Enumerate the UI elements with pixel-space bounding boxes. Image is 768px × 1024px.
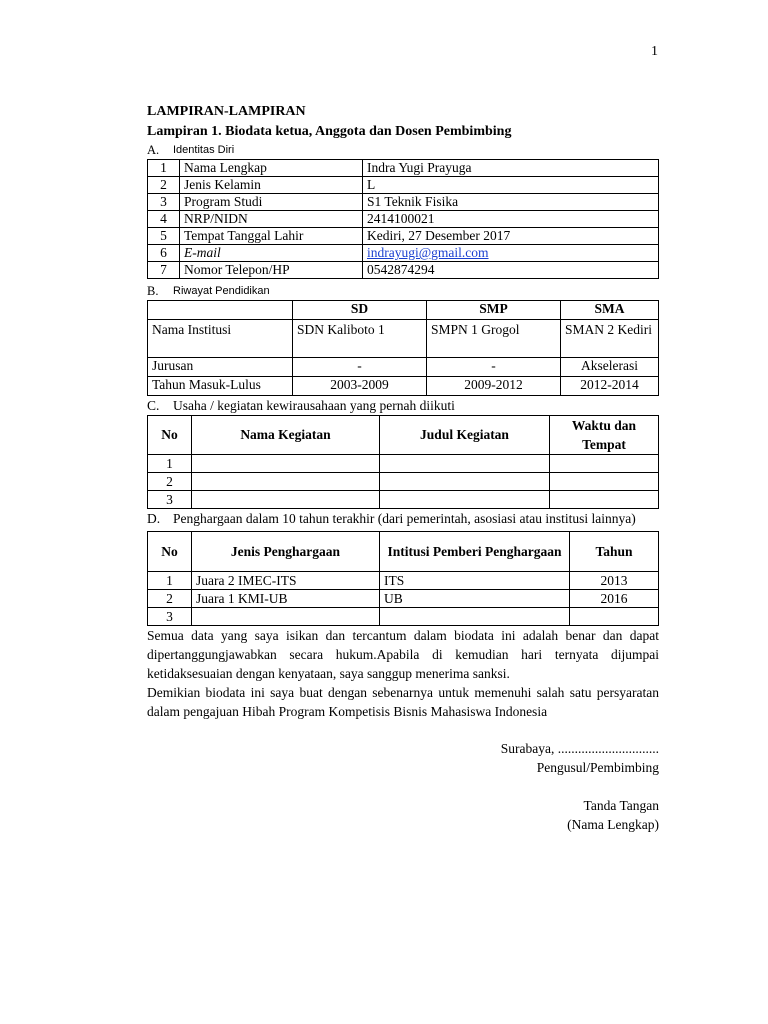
awards-cell-tahun: 2016 [570, 590, 659, 608]
identity-cell-label: Jenis Kelamin [180, 177, 363, 194]
identity-cell-value: L [363, 177, 659, 194]
identity-table [147, 159, 659, 279]
section-c-letter: C. [147, 398, 160, 413]
section-c-label: Usaha / kegiatan kewirausahaan yang pernah diikuti [173, 398, 455, 413]
education-cell-label: Jurusan [148, 358, 293, 377]
identity-cell-no: 1 [148, 160, 180, 177]
table-row [148, 572, 659, 590]
awards-cell-no: 3 [148, 608, 192, 626]
identity-cell-no: 3 [148, 194, 180, 211]
entrepreneurship-table [147, 415, 659, 509]
table-row [148, 160, 659, 177]
section-d-label: Penghargaan dalam 10 tahun terakhir (dari pemerintah, asosiasi atau institusi lainnya) [173, 511, 636, 526]
section-b-title [147, 283, 659, 300]
entrepreneurship-cell-nama [192, 491, 380, 509]
entrepreneurship-cell-judul [380, 491, 550, 509]
awards-header-tahun: Tahun [570, 532, 659, 572]
education-cell-label: Tahun Masuk-Lulus [148, 377, 293, 396]
awards-header-jenis: Jenis Penghargaan [192, 532, 380, 572]
identity-cell-label: Nomor Telepon/HP [180, 262, 363, 279]
identity-cell-value: Kediri, 27 Desember 2017 [363, 228, 659, 245]
signature-place-date: Surabaya, .............................. [500, 741, 659, 756]
education-header-smp: SMP [427, 301, 561, 320]
page-number: 1 [651, 44, 658, 59]
section-a-label: Identitas Diri [173, 144, 235, 156]
table-row [148, 590, 659, 608]
table-row [148, 608, 659, 626]
identity-cell-no: 6 [148, 245, 180, 262]
education-cell-sd: 2003-2009 [293, 377, 427, 396]
awards-cell-tahun: 2013 [570, 572, 659, 590]
section-c-title [147, 396, 659, 415]
identity-cell-label: Tempat Tanggal Lahir [180, 228, 363, 245]
signature-role: Pengusul/Pembimbing [536, 760, 659, 775]
education-cell-sma: SMAN 2 Kediri [561, 320, 659, 358]
identity-cell-label: NRP/NIDN [180, 211, 363, 228]
document-heading: LAMPIRAN-LAMPIRAN [147, 104, 306, 119]
entrepreneurship-cell-no: 3 [148, 491, 192, 509]
awards-cell-institusi [380, 608, 570, 626]
section-d-title [147, 509, 659, 528]
education-cell-smp: - [427, 358, 561, 377]
entrepreneurship-cell-judul [380, 455, 550, 473]
education-header-sd: SD [293, 301, 427, 320]
section-d-letter: D. [147, 511, 161, 526]
table-row [148, 194, 659, 211]
identity-cell-no: 4 [148, 211, 180, 228]
table-row [148, 473, 659, 491]
statement-paragraph-1: Semua data yang saya isikan dan tercantum dalam biodata ini adalah benar dan dapat dipertanggungjawabkan secara hukum.Apabila di kemudian hari ternyata dijumpai ketidaksesuaian dengan kenyataan, saya sanggup menerima sanksi. [147, 628, 659, 681]
document-subheading: Lampiran 1. Biodata ketua, Anggota dan Dosen Pembimbing [147, 124, 512, 139]
awards-cell-institusi: ITS [380, 572, 570, 590]
table-row [148, 245, 659, 262]
identity-cell-no: 7 [148, 262, 180, 279]
document-body [147, 98, 659, 834]
statement-paragraph-2: Demikian biodata ini saya buat dengan sebenarnya untuk memenuhi salah satu persyaratan dalam pengajuan Hibah Program Kompetisis Bisnis Mahasiswa Indonesia [147, 685, 659, 719]
awards-cell-tahun [570, 608, 659, 626]
entrepreneurship-cell-nama [192, 455, 380, 473]
education-cell-sd: - [293, 358, 427, 377]
entrepreneurship-cell-waktu [550, 473, 659, 491]
identity-cell-value: S1 Teknik Fisika [363, 194, 659, 211]
table-row [148, 211, 659, 228]
awards-cell-institusi: UB [380, 590, 570, 608]
identity-cell-value: 0542874294 [363, 262, 659, 279]
awards-cell-jenis: Juara 2 IMEC-ITS [192, 572, 380, 590]
identity-cell-value: Indra Yugi Prayuga [363, 160, 659, 177]
awards-header-no: No [148, 532, 192, 572]
education-cell-sma: Akselerasi [561, 358, 659, 377]
entrepreneurship-header-nama: Nama Kegiatan [192, 416, 380, 455]
awards-cell-jenis: Juara 1 KMI-UB [192, 590, 380, 608]
entrepreneurship-cell-no: 1 [148, 455, 192, 473]
identity-cell-value [363, 245, 659, 262]
awards-header-institusi: Intitusi Pemberi Penghargaan [380, 532, 570, 572]
section-a-title [147, 142, 659, 159]
education-cell-sma: 2012-2014 [561, 377, 659, 396]
section-a-letter: A. [147, 143, 160, 157]
education-header-sma: SMA [561, 301, 659, 320]
table-row [148, 491, 659, 509]
education-cell-smp: 2009-2012 [427, 377, 561, 396]
signature-name: (Nama Lengkap) [567, 817, 659, 832]
table-row [148, 455, 659, 473]
entrepreneurship-cell-nama [192, 473, 380, 491]
identity-cell-no: 5 [148, 228, 180, 245]
education-header-blank [148, 301, 293, 320]
identity-cell-label: E-mail [180, 245, 363, 262]
entrepreneurship-cell-waktu [550, 455, 659, 473]
identity-cell-no: 2 [148, 177, 180, 194]
section-b-label: Riwayat Pendidikan [173, 285, 270, 297]
education-table [147, 300, 659, 396]
entrepreneurship-cell-no: 2 [148, 473, 192, 491]
table-row [148, 177, 659, 194]
education-cell-sd: SDN Kaliboto 1 [293, 320, 427, 358]
signature-label: Tanda Tangan [583, 798, 659, 813]
awards-cell-no: 1 [148, 572, 192, 590]
awards-cell-jenis [192, 608, 380, 626]
email-link[interactable]: indrayugi@gmail.com [367, 245, 489, 260]
entrepreneurship-cell-judul [380, 473, 550, 491]
awards-table [147, 531, 659, 626]
entrepreneurship-header-waktu: Waktu dan Tempat [550, 416, 659, 455]
identity-cell-value: 2414100021 [363, 211, 659, 228]
education-cell-smp: SMPN 1 Grogol [427, 320, 561, 358]
section-b-letter: B. [147, 284, 159, 298]
entrepreneurship-cell-waktu [550, 491, 659, 509]
table-row [148, 228, 659, 245]
entrepreneurship-header-no: No [148, 416, 192, 455]
identity-cell-label: Nama Lengkap [180, 160, 363, 177]
education-cell-label: Nama Institusi [148, 320, 293, 358]
entrepreneurship-header-judul: Judul Kegiatan [380, 416, 550, 455]
table-row [148, 262, 659, 279]
awards-cell-no: 2 [148, 590, 192, 608]
identity-cell-label: Program Studi [180, 194, 363, 211]
